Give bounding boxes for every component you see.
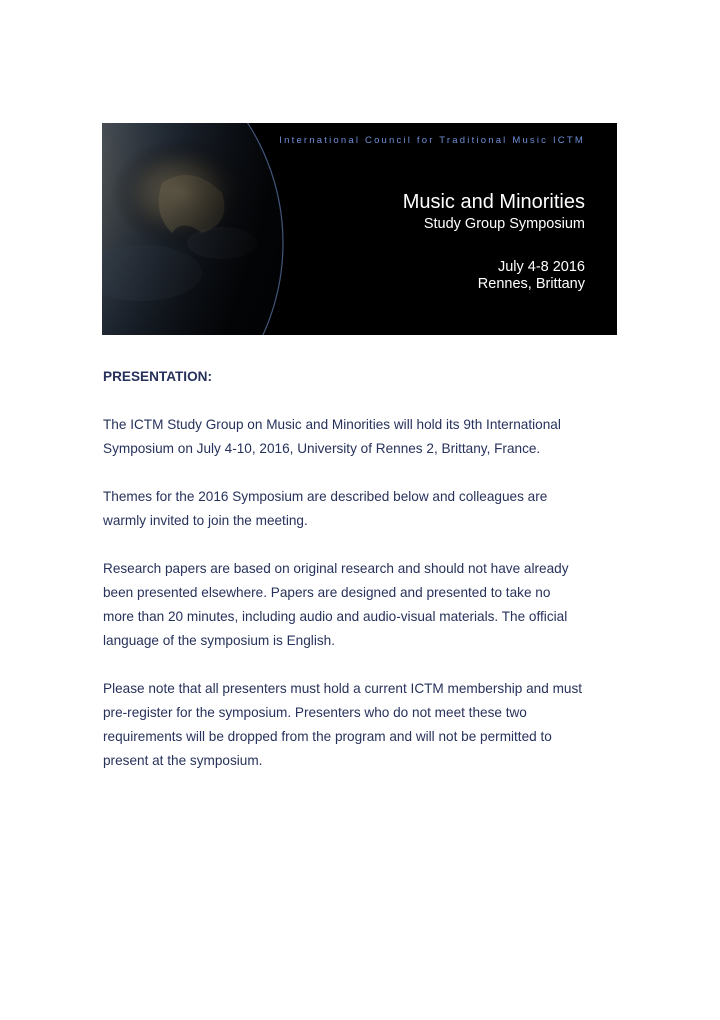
text-line: requirements will be dropped from the program and will not be permitted to xyxy=(103,729,552,744)
text-line: Symposium on July 4-10, 2016, University of Rennes 2, Brittany, France. xyxy=(103,441,541,456)
text-line: been presented elsewhere. Papers are designed and presented to take no xyxy=(103,585,551,600)
earth-shadow xyxy=(102,123,282,335)
paragraph-membership xyxy=(103,677,633,773)
event-location: Rennes, Brittany xyxy=(477,276,585,292)
paragraph-intro xyxy=(103,413,633,461)
section-heading: PRESENTATION: xyxy=(103,369,213,384)
paragraph-themes xyxy=(103,485,633,533)
text-line: more than 20 minutes, including audio and audio-visual materials. The official xyxy=(103,609,568,624)
organization-name: International Council for Traditional Music ICTM xyxy=(279,135,585,146)
text-line: Research papers are based on original research and should not have already xyxy=(103,561,569,576)
document-body xyxy=(103,365,633,797)
event-dates: July 4-8 2016 xyxy=(497,259,585,275)
event-subtitle: Study Group Symposium xyxy=(423,216,585,232)
text-line: pre-register for the symposium. Presenters who do not meet these two xyxy=(103,705,527,720)
text-line: The ICTM Study Group on Music and Minorities will hold its 9th International xyxy=(103,417,561,432)
paragraph-research-papers xyxy=(103,557,633,653)
header-banner xyxy=(102,123,617,335)
event-title: Music and Minorities xyxy=(402,191,585,213)
text-line: language of the symposium is English. xyxy=(103,633,335,648)
text-line: present at the symposium. xyxy=(103,753,263,768)
text-line: warmly invited to join the meeting. xyxy=(103,513,308,528)
text-line: Please note that all presenters must hold a current ICTM membership and must xyxy=(103,681,583,696)
text-line: Themes for the 2016 Symposium are described below and colleagues are xyxy=(103,489,548,504)
